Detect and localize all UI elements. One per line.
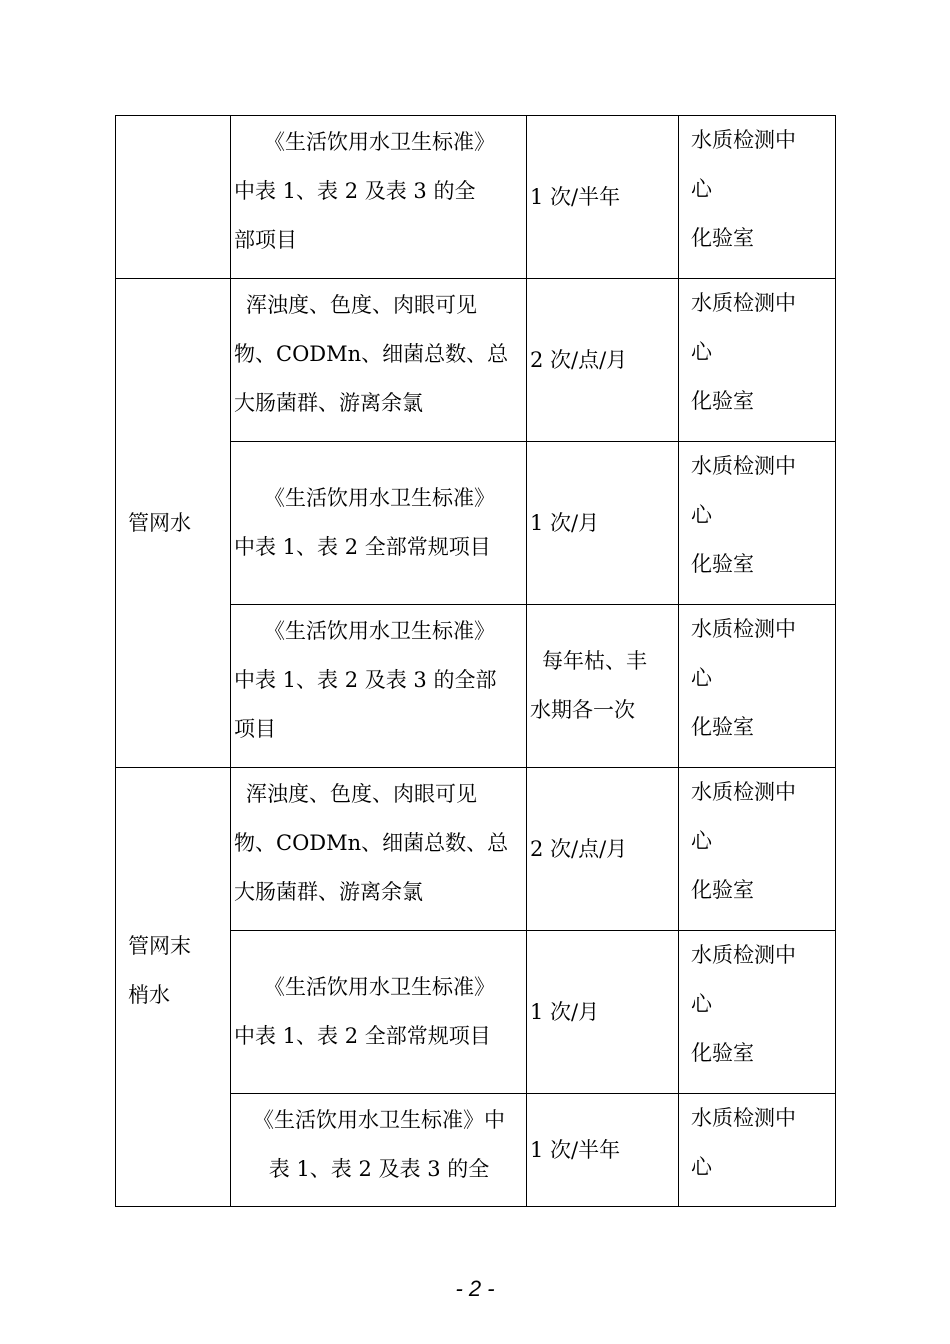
test-items-cell — [231, 116, 527, 279]
org-line: 水质检测中 — [691, 617, 796, 641]
item-line: 《生活饮用水卫生标准》 — [264, 130, 495, 154]
item-line: 物、CODMn、细菌总数、总 — [234, 342, 509, 366]
org-line: 化验室 — [691, 389, 754, 413]
item-line: 《生活饮用水卫生标准》 — [264, 486, 495, 510]
org-line: 心 — [691, 992, 712, 1016]
item-line: 大肠菌群、游离余氯 — [234, 391, 423, 415]
table-row — [116, 279, 836, 442]
frequency-text: 2 次/点/月 — [530, 347, 628, 372]
org-line: 心 — [691, 666, 712, 690]
category-label: 管网水 — [128, 510, 191, 535]
category-label-line: 管网末 — [128, 933, 191, 958]
test-items-cell — [231, 1094, 527, 1207]
organization-cell — [679, 768, 836, 931]
organization-cell — [679, 279, 836, 442]
org-line: 水质检测中 — [691, 780, 796, 804]
test-items-cell — [231, 931, 527, 1094]
item-line: 大肠菌群、游离余氯 — [234, 880, 423, 904]
frequency-cell — [527, 1094, 679, 1207]
item-line: 中表 1、表 2 全部常规项目 — [234, 535, 491, 559]
test-items-cell — [231, 279, 527, 442]
org-line: 化验室 — [691, 878, 754, 902]
org-line: 化验室 — [691, 226, 754, 250]
organization-cell — [679, 605, 836, 768]
frequency-line: 水期各一次 — [530, 698, 635, 722]
item-line: 浑浊度、色度、肉眼可见 — [246, 293, 477, 317]
category-cell-empty — [116, 116, 231, 279]
org-line: 水质检测中 — [691, 128, 796, 152]
organization-cell — [679, 931, 836, 1094]
organization-cell — [679, 1094, 836, 1207]
frequency-cell — [527, 279, 679, 442]
organization-cell — [679, 116, 836, 279]
item-line: 《生活饮用水卫生标准》 — [264, 975, 495, 999]
org-line: 化验室 — [691, 552, 754, 576]
org-line: 心 — [691, 829, 712, 853]
table-row — [116, 116, 836, 279]
category-cell-pipe-end — [116, 768, 231, 1207]
org-line: 心 — [691, 503, 712, 527]
item-line: 中表 1、表 2 及表 3 的全部 — [234, 668, 497, 692]
monitoring-table — [115, 115, 836, 1207]
frequency-text: 1 次/月 — [530, 510, 600, 535]
org-line: 化验室 — [691, 1041, 754, 1065]
test-items-cell — [231, 768, 527, 931]
item-line: 表 1、表 2 及表 3 的全 — [268, 1157, 490, 1181]
org-line: 心 — [691, 1155, 712, 1179]
org-line: 水质检测中 — [691, 291, 796, 315]
test-items-cell — [231, 442, 527, 605]
organization-cell — [679, 442, 836, 605]
frequency-cell — [527, 116, 679, 279]
org-line: 水质检测中 — [691, 1106, 796, 1130]
org-line: 化验室 — [691, 715, 754, 739]
item-line: 中表 1、表 2 全部常规项目 — [234, 1024, 491, 1048]
frequency-text: 1 次/半年 — [530, 184, 621, 209]
org-line: 水质检测中 — [691, 943, 796, 967]
item-line: 浑浊度、色度、肉眼可见 — [246, 782, 477, 806]
item-line: 项目 — [234, 717, 276, 741]
frequency-text: 1 次/月 — [530, 999, 600, 1024]
frequency-cell — [527, 442, 679, 605]
item-line: 中表 1、表 2 及表 3 的全 — [234, 179, 476, 203]
frequency-cell — [527, 605, 679, 768]
table-row — [116, 768, 836, 931]
org-line: 心 — [691, 177, 712, 201]
test-items-cell — [231, 605, 527, 768]
org-line: 心 — [691, 340, 712, 364]
org-line: 水质检测中 — [691, 454, 796, 478]
frequency-cell — [527, 768, 679, 931]
frequency-text: 2 次/点/月 — [530, 836, 628, 861]
item-line: 物、CODMn、细菌总数、总 — [234, 831, 509, 855]
category-cell-pipe-network — [116, 279, 231, 768]
category-label-line: 梢水 — [128, 982, 170, 1007]
frequency-cell — [527, 931, 679, 1094]
item-line: 部项目 — [234, 228, 297, 252]
page-number: - 2 - — [455, 1276, 495, 1301]
item-line: 《生活饮用水卫生标准》中 — [253, 1108, 505, 1132]
item-line: 《生活饮用水卫生标准》 — [264, 619, 495, 643]
frequency-text: 1 次/半年 — [530, 1137, 621, 1162]
frequency-line: 每年枯、丰 — [542, 649, 647, 673]
